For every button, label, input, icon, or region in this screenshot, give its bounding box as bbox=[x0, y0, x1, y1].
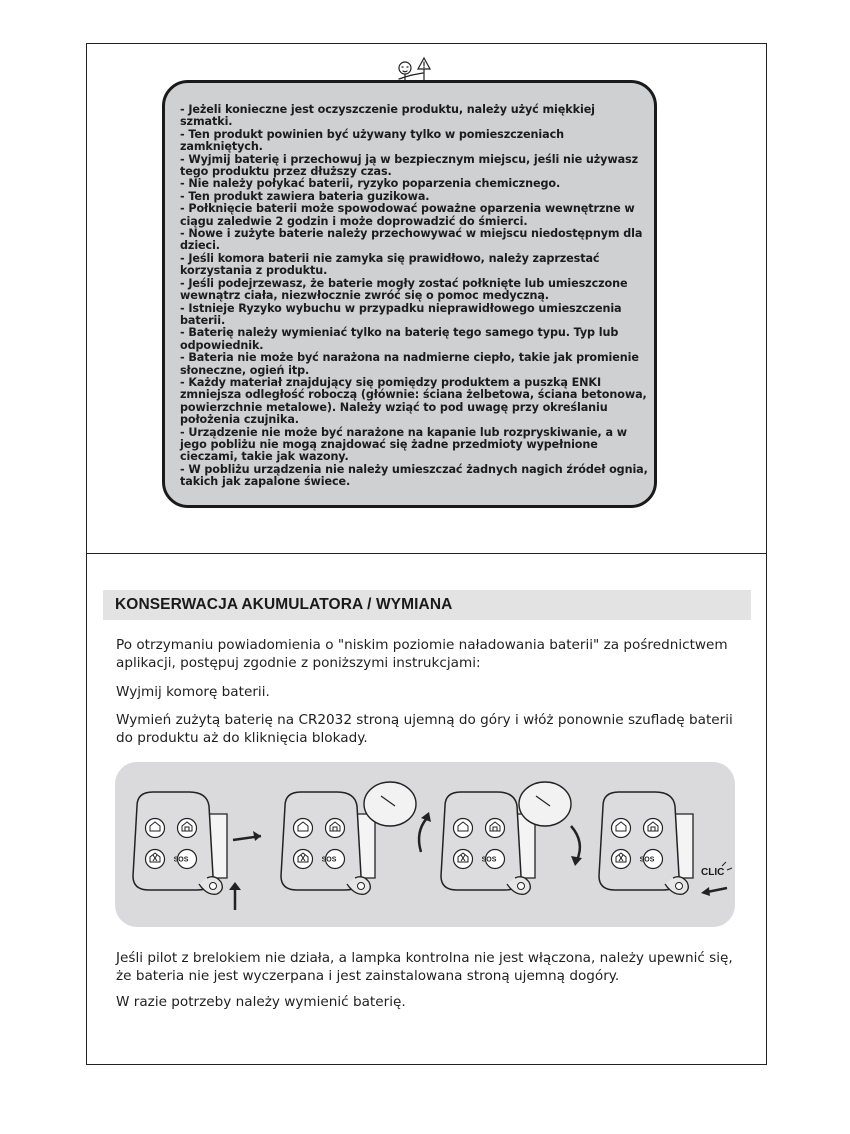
arrowhead-icon bbox=[229, 882, 241, 890]
warning-line: - Ten produkt powinien być używany tylko w pomieszczeniach bbox=[180, 127, 564, 141]
warning-line: zmniejsza odległość roboczą (głównie: ściana żelbetowa, ściana betonowa, bbox=[180, 388, 647, 402]
step4-keyfob bbox=[599, 792, 693, 894]
sos-button-label: SOS bbox=[481, 856, 497, 864]
troubleshooting-line: Jeśli pilot z brelokiem nie działa, a lampka kontrolna nie jest włączona, należy upewnić się, bbox=[116, 950, 733, 966]
arrow-left-icon bbox=[707, 888, 727, 892]
arrowhead-icon bbox=[701, 887, 710, 896]
instruction-paragraph: Wyjmij komorę baterii. bbox=[116, 684, 270, 700]
instruction-paragraph bbox=[116, 711, 736, 747]
warning-line: - Istnieje Ryzyko wybuchu w przypadku nieprawidłowego umieszczenia bbox=[180, 301, 622, 315]
warning-line: - Bateria nie może być narażona na nadmierne ciepło, takie jak promienie bbox=[180, 351, 639, 365]
warning-line: zamkniętych. bbox=[180, 140, 263, 154]
warning-line: - Urządzenie nie może być narażone na kapanie lub rozpryskiwanie, a w bbox=[180, 425, 627, 439]
instruction-line: aplikacji, postępuj zgodnie z poniższymi instrukcjami: bbox=[116, 655, 481, 671]
warning-line: - Połknięcie baterii może spowodować poważne oparzenia wewnętrzne w bbox=[180, 202, 635, 216]
warning-line: - Jeśli komora baterii nie zamyka się prawidłowo, należy zaprzestać bbox=[180, 251, 600, 265]
warning-line: - Wyjmij baterię i przechowuj ją w bezpiecznym miejscu, jeśli nie używasz bbox=[180, 152, 638, 166]
arrow-curve-down-icon bbox=[571, 826, 580, 860]
sos-button-label: SOS bbox=[173, 856, 189, 864]
instruction-line: do produktu aż do kliknięcia blokady. bbox=[116, 730, 368, 746]
warning-line: wewnątrz ciała, niezwłocznie zwróć się o pomoc medyczną. bbox=[180, 289, 549, 303]
warning-line: - W pobliżu urządzenia nie należy umieszczać żadnych nagich źródeł ognia, bbox=[180, 462, 648, 476]
warning-line: - Jeżeli konieczne jest oczyszczenie produktu, należy użyć miękkiej szmatki. bbox=[180, 103, 595, 129]
coin-battery-icon bbox=[364, 782, 416, 826]
warning-line: odpowiednik. bbox=[180, 338, 264, 352]
warning-line: położenia czujnika. bbox=[180, 413, 299, 427]
warning-line: ciągu zaledwie 2 godzin i może doprowadzić do śmierci. bbox=[180, 214, 528, 228]
instruction-line: Po otrzymaniu powiadomienia o "niskim poziomie naładowania baterii" za pośrednictwem bbox=[116, 637, 728, 653]
arrowhead-icon bbox=[571, 856, 582, 866]
warning-line: jego pobliżu nie mogą znajdować się żadne przedmioty wypełnione bbox=[180, 437, 598, 451]
step2-keyfob bbox=[281, 782, 416, 894]
instruction-paragraph bbox=[116, 636, 736, 672]
warning-line: korzystania z produktu. bbox=[180, 264, 328, 278]
instruction-line: Wymień zużytą baterię na CR2032 stroną ujemną do góry i włóż ponownie szufladę baterii bbox=[116, 712, 733, 728]
section-title: KONSERWACJA AKUMULATORA / WYMIANA bbox=[115, 596, 453, 613]
warning-line: - Nowe i zużyte baterie należy przechowywać w miejscu niedostępnym dla bbox=[180, 227, 643, 241]
troubleshooting-paragraph: W razie potrzeby należy wymienić baterię. bbox=[116, 994, 406, 1010]
warning-line: - Nie należy połykać baterii, ryzyko poparzenia chemicznego. bbox=[180, 177, 561, 191]
troubleshooting-paragraph bbox=[116, 949, 736, 985]
clic-label: CLIC bbox=[701, 867, 725, 878]
battery-replacement-illustration bbox=[115, 762, 735, 927]
step3-keyfob bbox=[441, 782, 571, 894]
warning-line: baterii. bbox=[180, 313, 226, 327]
step1-keyfob bbox=[133, 792, 227, 894]
coin-battery-icon bbox=[519, 782, 571, 826]
warning-line: - Każdy materiał znajdujący się pomiędzy produktem a puszką ENKI bbox=[180, 375, 602, 389]
warning-list bbox=[180, 104, 650, 489]
warning-line: dzieci. bbox=[180, 239, 220, 253]
warning-line: cieczami, takie jak wazony. bbox=[180, 450, 349, 464]
warning-line: powierzchnie metalowe). Należy wziąć to pod uwagę przy określaniu bbox=[180, 400, 608, 414]
arrowhead-icon bbox=[253, 831, 261, 841]
troubleshooting-line: że bateria nie jest wyczerpana i jest zainstalowana stroną ujemną dogóry. bbox=[116, 968, 620, 984]
section-heading-bar bbox=[103, 590, 751, 620]
warning-line: - Jeśli podejrzewasz, że baterie mogły zostać połknięte lub umieszczone bbox=[180, 276, 628, 290]
warning-line: słoneczne, ogień itp. bbox=[180, 363, 310, 377]
sos-button-label: SOS bbox=[321, 856, 337, 864]
warning-line: - Baterię należy wymieniać tylko na baterię tego samego typu. Typ lub bbox=[180, 326, 619, 340]
warning-line: takich jak zapalone świece. bbox=[180, 475, 351, 489]
battery-steps-drawing bbox=[115, 762, 735, 927]
sos-button-label: SOS bbox=[639, 856, 655, 864]
warning-line: - Ten produkt zawiera bateria guzikowa. bbox=[180, 189, 430, 203]
arrow-curve-up-icon bbox=[419, 818, 427, 852]
warning-line: tego produktu przez dłuższy czas. bbox=[180, 165, 392, 179]
